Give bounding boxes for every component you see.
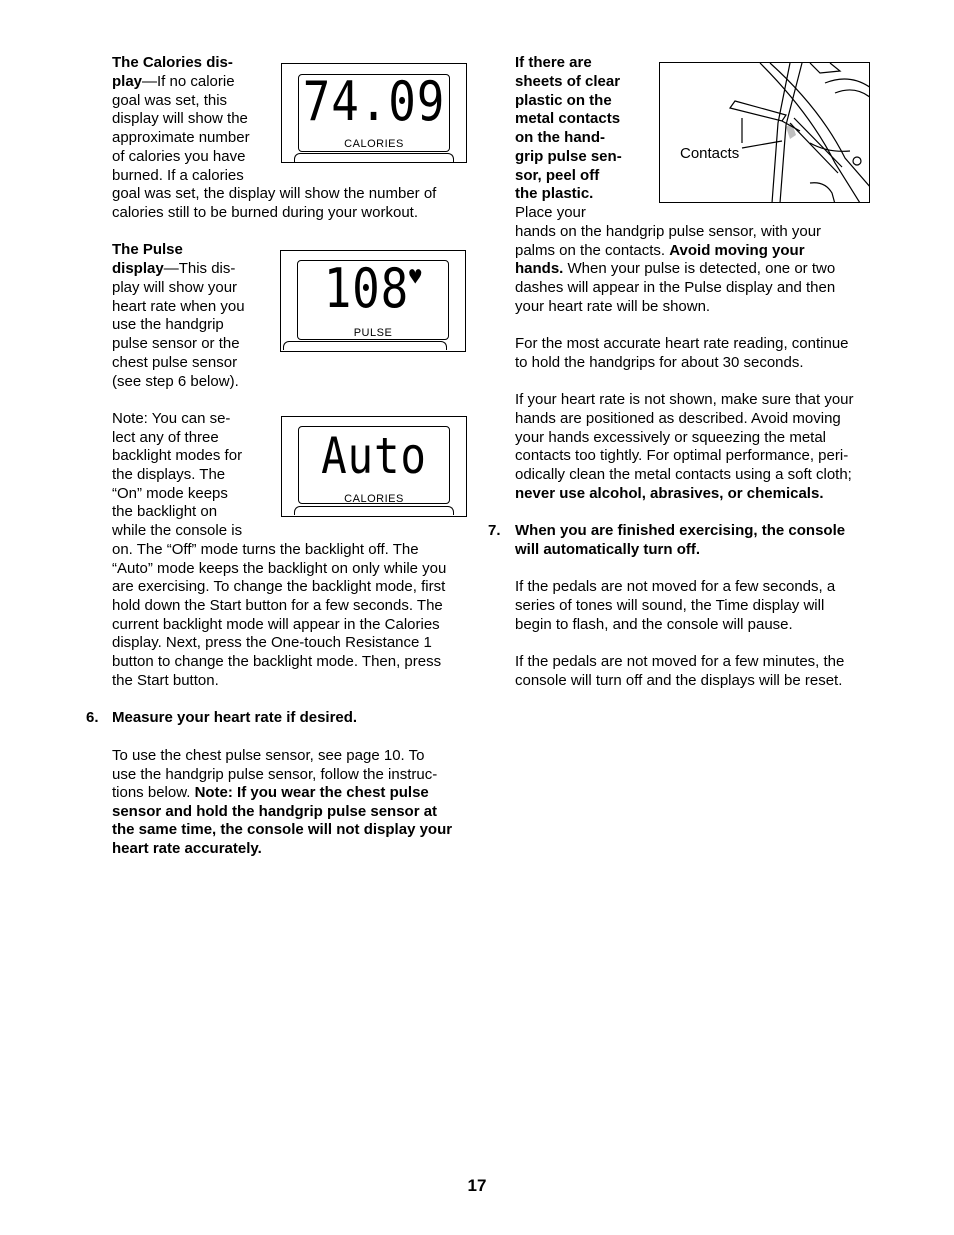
calories-display-caption: CALORIES xyxy=(344,138,404,150)
contacts-label: Contacts xyxy=(680,145,740,162)
pulse-display-digits: 108♥ xyxy=(323,257,423,320)
auto-display-digits: Auto xyxy=(321,427,427,485)
step-6-title: Measure your heart rate if desired. xyxy=(112,709,358,726)
handgrip-contacts-figure xyxy=(659,62,870,203)
handgrip-illustration xyxy=(660,63,870,203)
pulse-heading: The Pulse xyxy=(112,241,183,258)
heart-icon: ♥ xyxy=(409,263,423,291)
pulse-heading-2: display xyxy=(112,260,164,277)
calories-heading-2: play xyxy=(112,73,143,90)
calories-display-digits: 74.09 xyxy=(302,70,446,133)
calories-heading: The Calories dis- xyxy=(112,54,233,71)
pulse-display-figure xyxy=(280,250,466,352)
calories-display-figure xyxy=(281,63,467,163)
step-7-title: When you are finished exercising, the console xyxy=(515,522,846,539)
step-6-number: 6. xyxy=(86,709,99,726)
auto-display-caption: CALORIES xyxy=(344,493,404,505)
page-number: 17 xyxy=(467,1176,487,1195)
step-7-number: 7. xyxy=(488,522,501,539)
pulse-display-caption: PULSE xyxy=(353,327,393,339)
auto-display-figure xyxy=(281,416,467,517)
